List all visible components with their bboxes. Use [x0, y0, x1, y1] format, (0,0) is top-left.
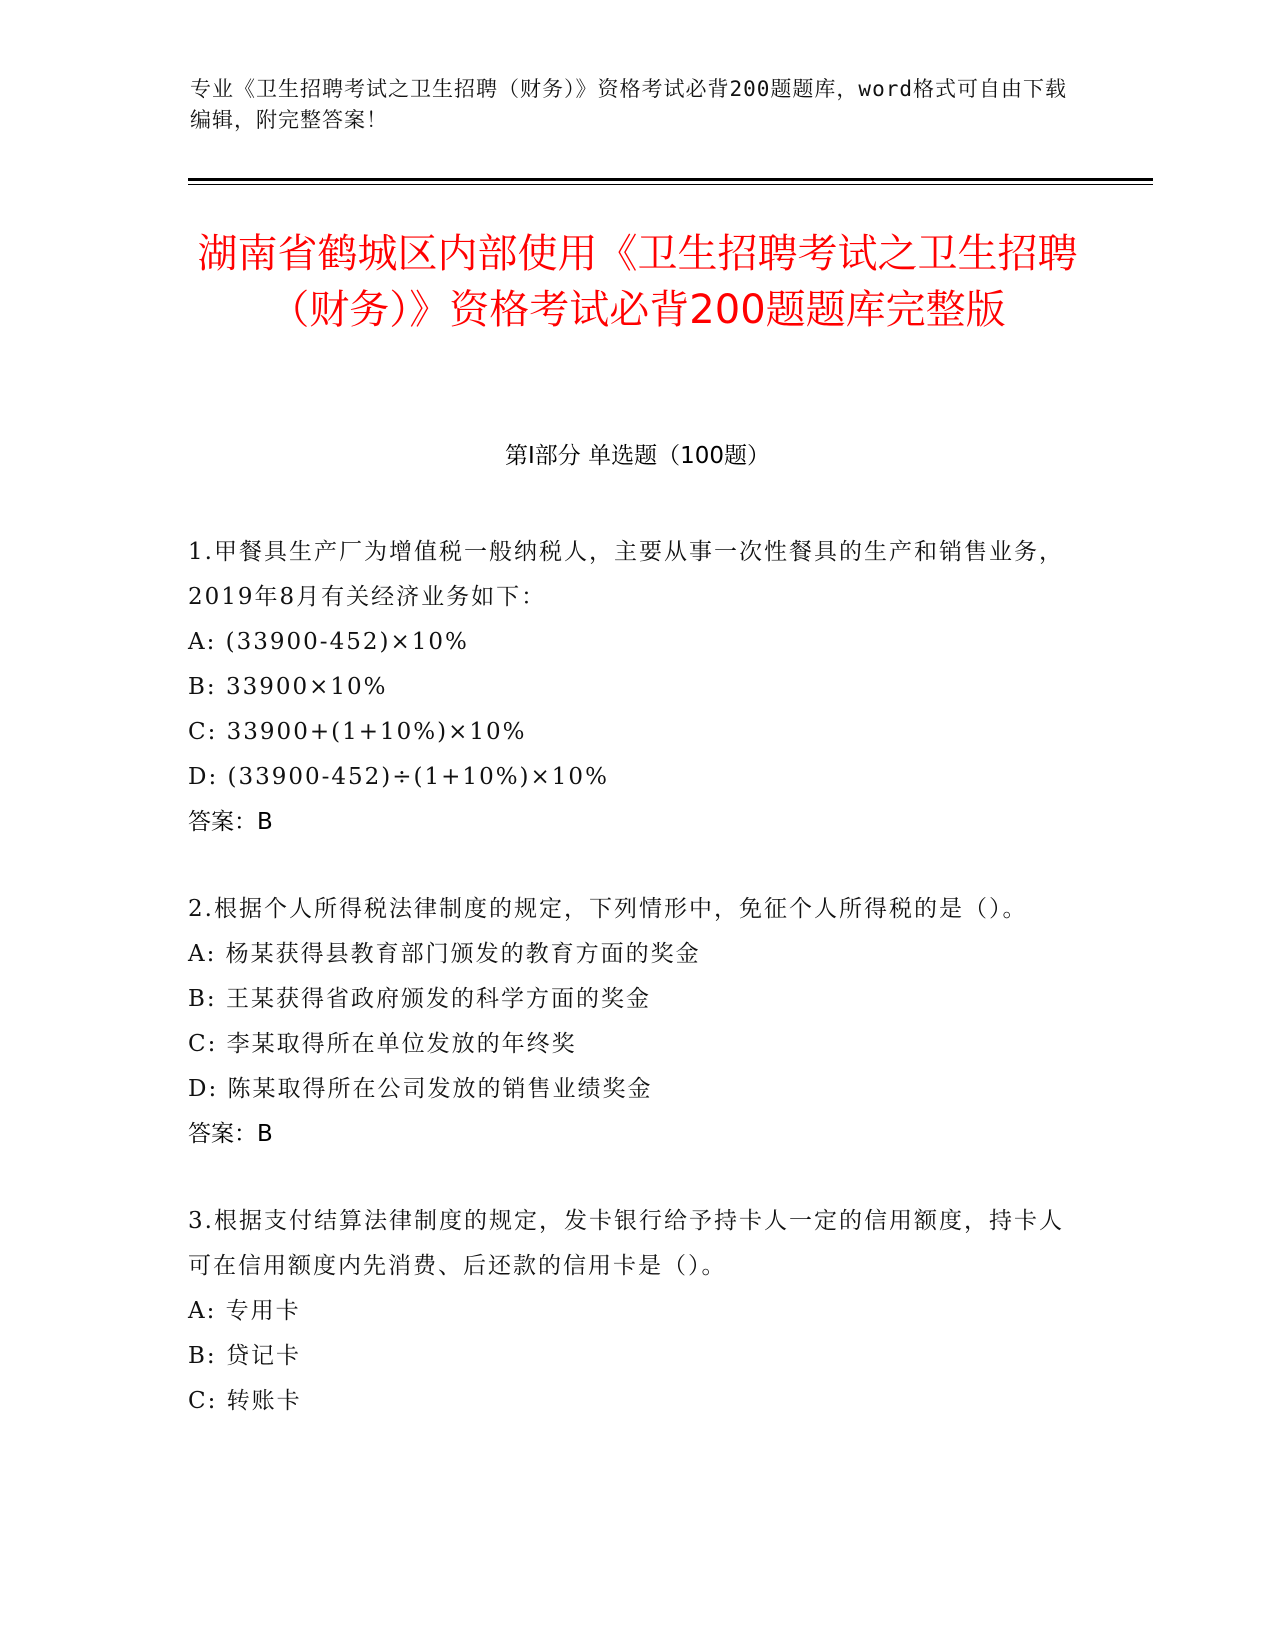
question-list [188, 530, 1068, 1466]
question-text: 3.根据支付结算法律制度的规定，发卡银行给予持卡人一定的信用额度，持卡人可在信用额度内先消费、后还款的信用卡是（）。 [188, 1208, 1064, 1279]
option-b: B: 王某获得省政府颁发的科学方面的奖金 [188, 986, 651, 1012]
header-rule-thin [188, 184, 1153, 185]
option-b: B: 33900×10% [188, 674, 388, 700]
question-3 [188, 1199, 1068, 1424]
question-1 [188, 530, 1068, 845]
question-text: 1.甲餐具生产厂为增值税一般纳税人，主要从事一次性餐具的生产和销售业务，2019年8月有关经济业务如下： [188, 539, 1064, 610]
option-a: A: (33900-452)×10% [188, 629, 469, 655]
header-rule-thick [188, 178, 1153, 181]
header-note: 专业《卫生招聘考试之卫生招聘（财务）》资格考试必背200题题库，word格式可自由下载编辑，附完整答案！ [190, 77, 1067, 132]
answer-line: 答案：B [188, 1121, 273, 1147]
option-c: C: 李某取得所在单位发放的年终奖 [188, 1031, 577, 1057]
option-a: A: 专用卡 [188, 1298, 301, 1324]
option-d: D: (33900-452)÷(1+10%)×10% [188, 764, 609, 790]
question-text: 2.根据个人所得税法律制度的规定，下列情形中，免征个人所得税的是（）。 [188, 896, 1028, 922]
document-title: 湖南省鹤城区内部使用《卫生招聘考试之卫生招聘（财务）》资格考试必背200题题库完整版 [197, 231, 1078, 333]
option-c: C: 转账卡 [188, 1388, 302, 1414]
option-d: D: 陈某取得所在公司发放的销售业绩奖金 [188, 1076, 653, 1102]
option-c: C: 33900+(1+10%)×10% [188, 719, 527, 745]
answer-line: 答案：B [188, 809, 273, 835]
option-b: B: 贷记卡 [188, 1343, 301, 1369]
section-heading: 第I部分 单选题（100题） [505, 443, 770, 469]
question-2 [188, 887, 1068, 1157]
option-a: A: 杨某获得县教育部门颁发的教育方面的奖金 [188, 941, 701, 967]
